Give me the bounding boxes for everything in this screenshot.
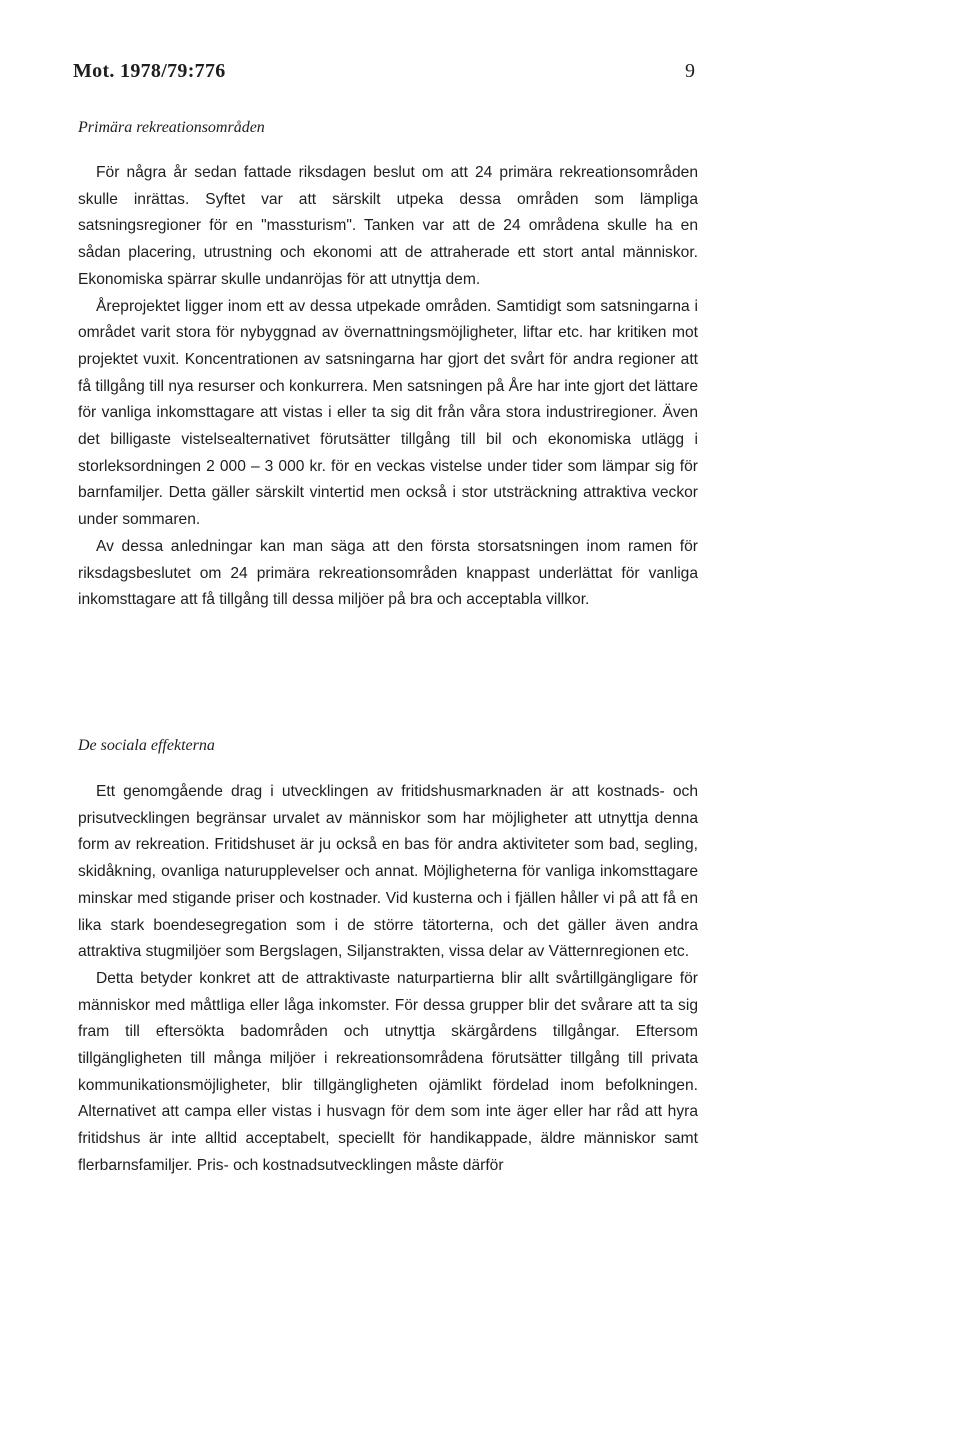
section-social-effects: [78, 733, 698, 1180]
section-primary-recreation-areas: [78, 115, 698, 614]
paragraph: Ett genomgående drag i utvecklingen av fritidshusmarknaden är att kostnads- och prisutvecklingen begränsar urvalet av människor som har möjligheter att utnyttja denna form av rekreation. Fritidshuset är ju också en bas för andra aktiviteter som bad, segling, skidåkning, ovanliga naturupplevelser och annat. Möjligheterna för vanliga inkomsttagare minskar med stigande priser och kostnader. Vid kusterna och i fjällen håller vi på att få en lika stark boendesegregation som i de större tätorterna, och det gäller även andra attraktiva stugmiljöer som Bergslagen, Siljanstrakten, vissa delar av Vätternregionen etc.: [78, 783, 698, 961]
section-body: [78, 779, 698, 1180]
paragraph: För några år sedan fattade riksdagen beslut om att 24 primära rekreationsområden skulle inrättas. Syftet var att särskilt utpeka dessa områden som lämpliga satsningsregioner för en "massturism". Tanken var att de 24 områdena skulle ha en sådan placering, utrustning och ekonomi att de attraherade ett stort antal människor. Ekonomiska spärrar skulle undanröjas för att utnyttja dem.: [78, 164, 698, 288]
section-body: [78, 160, 698, 614]
paragraph: Åreprojektet ligger inom ett av dessa utpekade områden. Samtidigt som satsningarna i området varit stora för nybyggnad av övernattningsmöjligheter, liftar etc. har kritiken mot projektet vuxit. Koncentrationen av satsningarna har gjort det svårt för andra regioner att få tillgång till nya resurser och konkurrera. Men satsningen på Åre har inte gjort det lättare för vanliga inkomsttagare att vistas i eller ta sig dit från våra stora industriregioner. Även det billigaste vistelsealternativet förutsätter tillgång till bil och ekonomiska utlägg i storleksordningen 2 000 – 3 000 kr. för en veckas vistelse under tider som lämpar sig för barnfamiljer. Detta gäller särskilt vintertid men också i stor utsträckning attraktiva veckor under sommaren.: [78, 297, 698, 529]
page-number: 9: [685, 60, 695, 82]
section-heading: De sociala effekterna: [78, 737, 215, 754]
section-heading: Primära rekreationsområden: [78, 119, 265, 136]
motion-reference: Mot. 1978/79:776: [73, 60, 226, 82]
paragraph: Detta betyder konkret att de attraktivaste naturpartierna blir allt svårtillgängligare för människor med måttliga eller låga inkomster. För dessa grupper blir det svårare att ta sig fram till eftersökta badområden och utnyttja skärgårdens tillgångar. Eftersom tillgängligheten till många miljöer i rekreationsområdena förutsätter tillgång till privata kommunikationsmöjligheter, blir tillgängligheten ojämlikt fördelad inom befolkningen. Alternativet att campa eller vistas i husvagn för dem som inte äger eller har råd att hyra fritidshus är inte alltid acceptabelt, speciellt för handikappade, äldre människor samt flerbarnsfamiljer. Pris- och kostnadsutvecklingen måste därför: [78, 969, 698, 1174]
paragraph: Av dessa anledningar kan man säga att den första storsatsningen inom ramen för riksdagsbeslutet om 24 primära rekreationsområden knappast underlättat för vanliga inkomsttagare att få tillgång till dessa miljöer på bra och acceptabla villkor.: [78, 537, 698, 609]
page-header: [73, 60, 695, 90]
